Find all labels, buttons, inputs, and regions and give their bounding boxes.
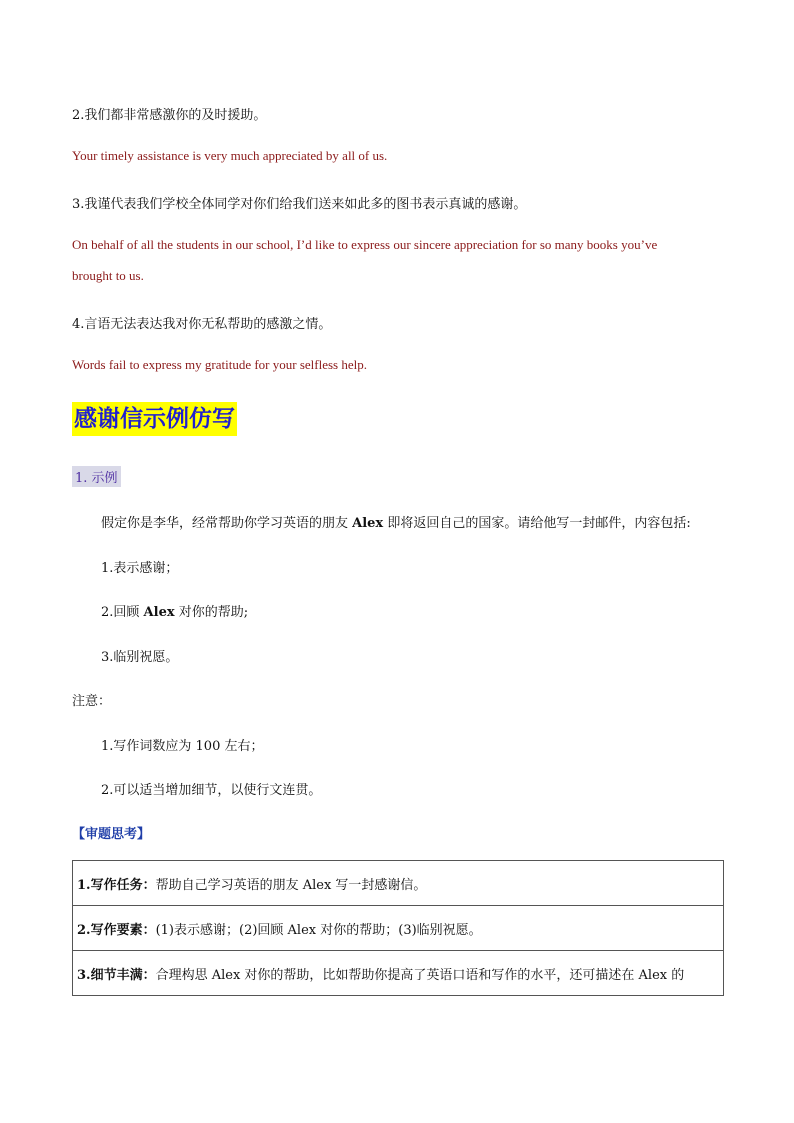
task-item-3: 3.临别祝愿。: [101, 650, 179, 665]
analysis-table: [72, 860, 724, 996]
task-intro-part-a: 假定你是李华，经常帮助你学习英语的朋友: [101, 516, 353, 531]
example-4-english: Words fail to express my gratitude for your selfless help.: [72, 357, 367, 372]
row-text: 帮助自己学习英语的朋友 Alex 写一封感谢信。: [155, 877, 427, 893]
example-3-chinese: 3.我谨代表我们学校全体同学对你们给我们送来如此多的图书表示真诚的感谢。: [72, 197, 527, 212]
task-intro: [101, 512, 691, 531]
row-label: 2.写作要素：: [77, 922, 156, 938]
table-row: [73, 861, 724, 906]
note-2: 2.可以适当增加细节，以使行文连贯。: [101, 783, 322, 798]
table-cell: [73, 951, 724, 996]
task-item-2-part-b: 对你的帮助;: [174, 605, 249, 620]
row-label: 3.细节丰满：: [77, 967, 156, 983]
table-cell: [73, 906, 724, 951]
table-row: [73, 906, 724, 951]
table-row: [73, 951, 724, 996]
example-3-english-line2: brought to us.: [72, 268, 144, 283]
row-text: (1)表示感谢；(2)回顾 Alex 对你的帮助；(3)临别祝愿。: [155, 922, 482, 938]
note-label: 注意：: [72, 694, 112, 709]
section-heading: 感谢信示例仿写: [72, 402, 237, 436]
table-cell: [73, 861, 724, 906]
example-4-chinese: 4.言语无法表达我对你无私帮助的感激之情。: [72, 317, 332, 332]
example-2-english: Your timely assistance is very much appreciated by all of us.: [72, 148, 388, 163]
row-label: 1.写作任务：: [77, 877, 156, 893]
task-intro-part-b: 即将返回自己的国家。请给他写一封邮件，内容包括:: [383, 516, 691, 531]
task-item-1: 1.表示感谢；: [101, 561, 179, 576]
task-item-2-name: Alex: [143, 605, 175, 620]
row-text: 合理构思 Alex 对你的帮助，比如帮助你提高了英语口语和写作的水平，还可描述在 Alex 的: [155, 967, 685, 983]
note-1: 1.写作词数应为 100 左右；: [101, 739, 264, 754]
example-2-chinese: 2.我们都非常感激你的及时援助。: [72, 108, 267, 123]
task-intro-name: Alex: [352, 516, 384, 531]
subsection-label: 1. 示例: [72, 466, 121, 487]
task-item-2-part-a: 2.回顾: [101, 605, 144, 620]
analysis-title: 【审题思考】: [72, 827, 151, 842]
task-item-2: [101, 601, 248, 620]
example-3-english-line1: On behalf of all the students in our school, I’d like to express our sincere appreciation for so many books you’ve: [72, 237, 658, 252]
